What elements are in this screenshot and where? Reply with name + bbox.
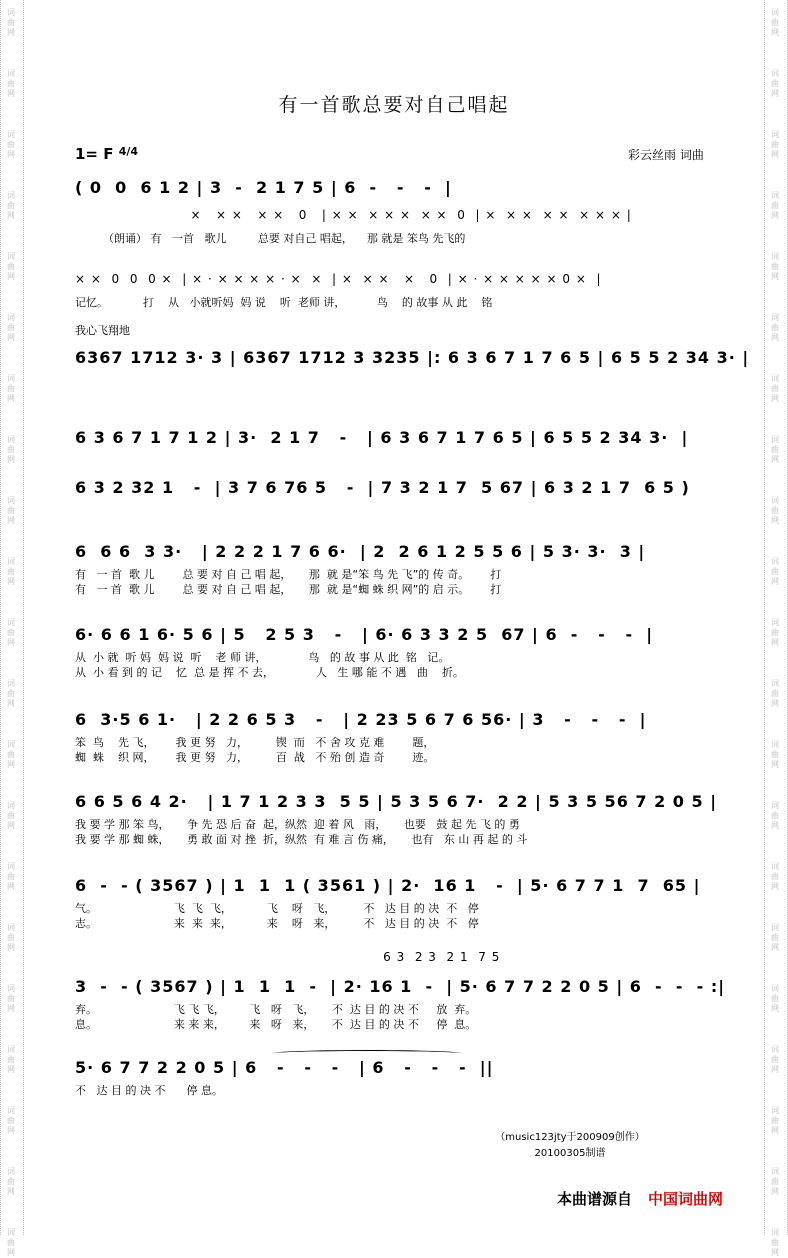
score-notes-row: × × × × × 0 | × × × × × × × 0 | × × × × × × × × | [75,208,632,222]
watermark-text: 词 曲 网 [771,130,779,159]
score-notes-row: 6 3 2 3 2 1 7 5 [75,950,501,964]
lyric-line: 我 要 学 那 笨 鸟， 争 先 恐 后 奋 起，纵然 迎 着 风 雨， 也要 鼓 起 先 飞 的 勇 [75,818,520,831]
watermark-text: 词 曲 网 [771,1045,779,1074]
watermark-text: 词 曲 网 [7,1228,15,1257]
score-notes-row: 6 - - ( 3567 ) | 1 1 1 ( 3561 ) | 2· 16 1 - | 5· 6 7 7 1 7 65 | [75,876,701,895]
watermark-text: 词 曲 网 [771,191,779,220]
watermark-text: 词 曲 网 [771,862,779,891]
watermark-text: 词 曲 网 [7,69,15,98]
watermark-text: 词 曲 网 [771,8,779,37]
watermark-text: 词 曲 网 [771,740,779,769]
watermark-text: 词 曲 网 [7,801,15,830]
watermark-text: 词 曲 网 [771,923,779,952]
score-notes-row: 6367 1712 3· 3 | 6367 1712 3 3235 |: 6 3 6 7 1 7 6 5 | 6 5 5 2 34 3· | [75,348,750,367]
lyric-line: 有 一 首 歌 儿 总 要 对 自 己 唱 起， 那 就 是“笨 鸟 先 飞”的 传 奇。 打 [75,568,502,581]
footer-created: （music123jty于200909创作） [495,1132,645,1143]
lyric-line: 从 小 看 到 的 记 忆 总 是 挥 不 去， 人 生 哪 能 不 遇 曲 折。 [75,666,464,679]
score-notes-row: 3 - - ( 3567 ) | 1 1 1 - | 2· 16 1 - | 5· 6 7 7 2 2 0 5 | 6 - - - :| [75,977,726,996]
watermark-text: 词 曲 网 [7,862,15,891]
lyric-line: （朗诵） 有 一首 歌儿 总要 对自己 唱起， 那 就是 笨鸟 先飞的 [75,232,466,245]
watermark-text: 词 曲 网 [7,252,15,281]
source-site: 中国词曲网 [648,1190,724,1208]
lyric-line: 蜘 蛛 织 网， 我 更 努 力， 百 战 不 殆 创 造 奇 迹。 [75,751,435,764]
score-notes-row: 6 3·5 6 1· | 2 2 6 5 3 - | 2 23 5 6 7 6 56· | 3 - - - | [75,710,647,729]
watermark-text: 词 曲 网 [7,923,15,952]
lyric-line: 从 小 就 听 妈 妈 说 听 老 师 讲， 鸟 的 故 事 从 此 铭 记。 [75,651,450,664]
lyric-line: 气。 飞 飞 飞， 飞 呀 飞， 不 达 目 的 决 不 停 [75,902,479,915]
watermark-text: 词 曲 网 [771,984,779,1013]
watermark-text: 词 曲 网 [7,1167,15,1196]
key-label: 1= F [75,145,114,163]
left-watermark-strip [0,0,24,1257]
source-label: 本曲谱源自 [557,1190,633,1208]
lyric-line: 有 一 首 歌 儿 总 要 对 自 己 唱 起， 那 就 是“蜘 蛛 织 网”的 启 示。 打 [75,583,502,596]
watermark-text: 词 曲 网 [771,1106,779,1135]
watermark-text: 词 曲 网 [7,191,15,220]
watermark-text: 词 曲 网 [771,1167,779,1196]
score-notes-row: 6 3 6 7 1 7 1 2 | 3· 2 1 7 - | 6 3 6 7 1 7 6 5 | 6 5 5 2 34 3· | [75,428,689,447]
song-title: 有一首歌总要对自己唱起 [278,94,510,116]
watermark-text: 词 曲 网 [7,435,15,464]
score-notes-row: 6· 6 6 1 6· 5 6 | 5 2 5 3 - | 6· 6 3 3 2 5 67 | 6 - - - | [75,625,654,644]
watermark-text: 词 曲 网 [7,679,15,708]
key-signature [75,145,138,163]
watermark-text: 词 曲 网 [771,1228,779,1257]
watermark-text: 词 曲 网 [771,618,779,647]
score-notes-row: × × 0 0 0 × | × · × × × × · × × | × × × × 0 | × · × × × × × 0 × | [75,272,602,286]
watermark-text: 词 曲 网 [7,313,15,342]
score-notes-row: 5· 6 7 7 2 2 0 5 | 6 - - - | 6 - - - || [75,1058,494,1077]
watermark-text: 词 曲 网 [7,984,15,1013]
score-notes-row: 6 6 5 6 4 2· | 1 7 1 2 3 3 5 5 | 5 3 5 6 7· 2 2 | 5 3 5 56 7 2 0 5 | [75,792,718,811]
lyric-line: 弃。 飞 飞 飞， 飞 呀 飞， 不 达 目 的 决 不 放 弃。 [75,1003,477,1016]
watermark-text: 词 曲 网 [7,130,15,159]
right-watermark-strip [764,0,788,1257]
score-notes-row: ( 0 0 6 1 2 | 3 - 2 1 7 5 | 6 - - - | [75,178,452,197]
watermark-text: 词 曲 网 [7,740,15,769]
watermark-text: 词 曲 网 [771,69,779,98]
score-notes-row: 6 3 2 32 1 - | 3 7 6 76 5 - | 7 3 2 1 7 5 67 | 6 3 2 1 7 6 5 ) [75,478,690,497]
credit-line: 彩云丝雨 词曲 [628,148,704,162]
score-notes-row: 6 6 6 3 3· | 2 2 2 1 7 6 6· | 2 2 6 1 2 5 5 6 | 5 3· 3· 3 | [75,542,646,561]
time-signature: 4/4 [118,145,139,158]
watermark-text: 词 曲 网 [7,496,15,525]
watermark-text: 词 曲 网 [7,1106,15,1135]
lyric-line: 志。 来 来 来， 来 呀 来， 不 达 目 的 决 不 停 [75,917,479,930]
watermark-text: 词 曲 网 [771,435,779,464]
watermark-text: 词 曲 网 [771,679,779,708]
footer-date: 20100305制谱 [534,1148,606,1159]
watermark-text: 词 曲 网 [771,252,779,281]
source-line [557,1188,723,1209]
watermark-text: 词 曲 网 [7,8,15,37]
lyric-line: 记忆。 打 从 小就听妈 妈 说 听 老师 讲， 鸟 的 故事 从 此 铭 [75,296,493,309]
watermark-text: 词 曲 网 [771,557,779,586]
lyric-line: 笨 鸟 先 飞， 我 更 努 力， 锲 而 不 舍 攻 克 难 题， [75,736,435,749]
watermark-text: 词 曲 网 [7,618,15,647]
watermark-text: 词 曲 网 [771,313,779,342]
lyric-line: 我 要 学 那 蜘 蛛， 勇 敢 面 对 挫 折，纵然 有 难 言 伤 痛， 也有 东 山 再 起 的 斗 [75,833,528,846]
lyric-line: 不 达 目 的 决 不 停 息。 [75,1084,223,1097]
lyric-line: 息。 来 来 来， 来 呀 来， 不 达 目 的 决 不 停 息。 [75,1018,477,1031]
watermark-text: 词 曲 网 [7,557,15,586]
watermark-text: 词 曲 网 [7,374,15,403]
watermark-text: 词 曲 网 [771,801,779,830]
tie-arc [272,1050,462,1057]
watermark-text: 词 曲 网 [7,1045,15,1074]
watermark-text: 词 曲 网 [771,496,779,525]
lyric-line: 我心飞翔地 [75,324,130,337]
watermark-text: 词 曲 网 [771,374,779,403]
